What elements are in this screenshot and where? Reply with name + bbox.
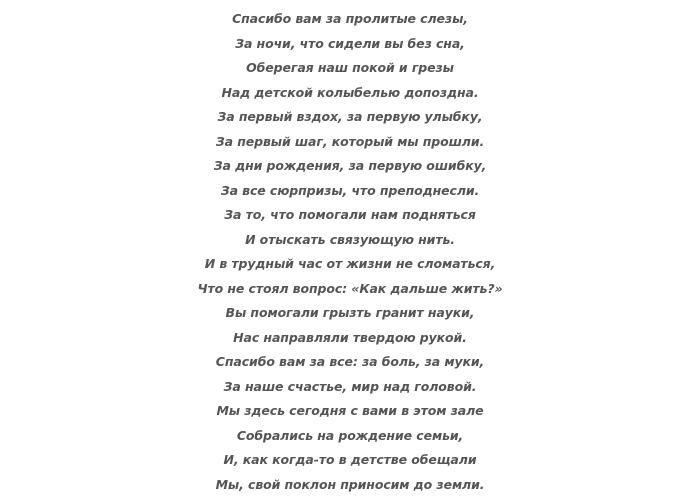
poem-line: За то, что помогали нам подняться xyxy=(224,207,476,222)
poem-line: За первый вздох, за первую улыбку, xyxy=(217,109,483,124)
poem-line: За все сюрпризы, что преподнесли. xyxy=(220,182,480,198)
poem-line: Вы помогали грызть гранит науки, xyxy=(225,305,475,320)
poem-text xyxy=(0,7,700,497)
poem-line: Мы, свой поклон приносим до земли. xyxy=(215,476,485,492)
poem-line: За наше счастье, мир над головой. xyxy=(223,378,477,394)
poem-line: За ночи, что сидели вы без сна, xyxy=(235,35,465,51)
poem-line: И, как когда-то в детстве обещали xyxy=(223,452,477,467)
poem-line: Собрались на рождение семьи, xyxy=(236,427,464,443)
poem-line: Над детской колыбелью допоздна. xyxy=(221,84,479,100)
poem-line: И отыскать связующую нить. xyxy=(245,231,455,247)
poem-line: Спасибо вам за все: за боль, за муки, xyxy=(215,354,485,369)
poem-line: Мы здесь сегодня с вами в этом зале xyxy=(216,403,484,418)
poem-line: За первый шаг, который мы прошли. xyxy=(215,133,485,149)
poem-line: Спасибо вам за пролитые слезы, xyxy=(232,11,468,26)
poem-line: И в трудный час от жизни не сломаться, xyxy=(204,256,496,271)
poem-line: За дни рождения, за первую ошибку, xyxy=(213,158,487,173)
poem-line: Нас направляли твердою рукой. xyxy=(233,329,467,345)
poem-line: Оберегая наш покой и грезы xyxy=(246,60,454,75)
poem-line: Что не стоял вопрос: «Как дальше жить?» xyxy=(197,280,503,296)
